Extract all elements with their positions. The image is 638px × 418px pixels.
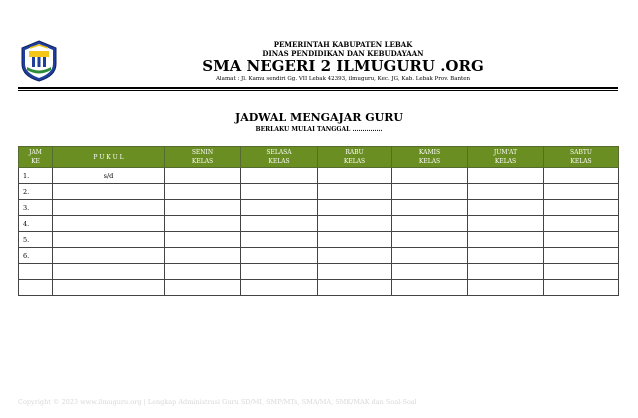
cell-senin — [165, 184, 241, 200]
cell-rabu — [318, 184, 392, 200]
cell-senin — [165, 232, 241, 248]
cell-pukul — [53, 232, 165, 248]
cell-kamis — [392, 232, 468, 248]
table-header-row — [19, 147, 619, 168]
cell-kamis — [392, 264, 468, 280]
document-subtitle: BERLAKU MULAI TANGGAL …………… — [255, 126, 383, 133]
cell-sabtu — [544, 184, 619, 200]
cell-jumat — [468, 264, 544, 280]
cell-selasa — [241, 280, 318, 296]
department-name: DINAS PENDIDIKAN DAN KEBUDAYAAN — [262, 49, 424, 58]
cell-kamis — [392, 184, 468, 200]
cell-jumat — [468, 168, 544, 184]
cell-sabtu — [544, 264, 619, 280]
column-header-sabtu: SABTU KELAS — [544, 147, 619, 168]
cell-kamis — [392, 200, 468, 216]
cell-kamis — [392, 248, 468, 264]
cell-sabtu — [544, 168, 619, 184]
cell-kamis — [392, 216, 468, 232]
letterhead — [18, 40, 618, 88]
cell-jam: 5. — [19, 232, 53, 248]
government-name: PEMERINTAH KABUPATEN LEBAK — [273, 40, 413, 49]
letterhead-rule-thin — [18, 90, 618, 91]
cell-senin — [165, 264, 241, 280]
cell-sabtu — [544, 216, 619, 232]
cell-rabu — [318, 264, 392, 280]
cell-pukul — [53, 216, 165, 232]
cell-jumat — [468, 184, 544, 200]
cell-selasa — [241, 200, 318, 216]
cell-rabu — [318, 168, 392, 184]
cell-jumat — [468, 232, 544, 248]
cell-selasa — [241, 264, 318, 280]
cell-jam — [19, 280, 53, 296]
table-row — [19, 200, 619, 216]
cell-pukul — [53, 264, 165, 280]
cell-sabtu — [544, 200, 619, 216]
column-header-kamis: KAMIS KELAS — [392, 147, 468, 168]
school-name: SMA NEGERI 2 ILMUGURU .ORG — [202, 57, 484, 75]
table-row — [19, 248, 619, 264]
column-header-senin: SENIN KELAS — [165, 147, 241, 168]
cell-rabu — [318, 216, 392, 232]
table-row — [19, 280, 619, 296]
cell-pukul: s/d — [53, 168, 165, 184]
cell-rabu — [318, 248, 392, 264]
cell-sabtu — [544, 248, 619, 264]
cell-senin — [165, 216, 241, 232]
cell-jam: 3. — [19, 200, 53, 216]
column-header-selasa: SELASA KELAS — [241, 147, 318, 168]
table-row — [19, 168, 619, 184]
letterhead-rule-thick — [18, 87, 618, 89]
cell-jumat — [468, 200, 544, 216]
cell-pukul — [53, 248, 165, 264]
cell-sabtu — [544, 280, 619, 296]
cell-selasa — [241, 184, 318, 200]
cell-selasa — [241, 216, 318, 232]
column-header-pukul: P U K U L — [53, 147, 165, 168]
cell-senin — [165, 248, 241, 264]
cell-rabu — [318, 200, 392, 216]
cell-kamis — [392, 168, 468, 184]
cell-pukul — [53, 280, 165, 296]
cell-selasa — [241, 168, 318, 184]
school-address: Alamat : Jl. Kamu sendiri Gg. VII Lebak 42393, ilmuguru, Kec. JG, Kab. Lebak Prov. Banten — [215, 76, 471, 82]
cell-kamis — [392, 280, 468, 296]
cell-jumat — [468, 280, 544, 296]
cell-jam: 6. — [19, 248, 53, 264]
cell-pukul — [53, 200, 165, 216]
cell-senin — [165, 200, 241, 216]
schedule-table — [18, 146, 619, 296]
cell-selasa — [241, 232, 318, 248]
cell-jam — [19, 264, 53, 280]
column-header-jumat: JUM'AT KELAS — [468, 147, 544, 168]
table-row — [19, 264, 619, 280]
table-row — [19, 184, 619, 200]
cell-jumat — [468, 216, 544, 232]
cell-senin — [165, 280, 241, 296]
cell-jam: 2. — [19, 184, 53, 200]
cell-sabtu — [544, 232, 619, 248]
column-header-rabu: RABU KELAS — [318, 147, 392, 168]
cell-jumat — [468, 248, 544, 264]
cell-senin — [165, 168, 241, 184]
cell-jam: 1. — [19, 168, 53, 184]
document-title: JADWAL MENGAJAR GURU — [234, 111, 403, 124]
schedule-body — [19, 168, 619, 296]
cell-selasa — [241, 248, 318, 264]
cell-jam: 4. — [19, 216, 53, 232]
cell-rabu — [318, 280, 392, 296]
column-header-jam: JAM KE — [19, 147, 53, 168]
table-row — [19, 232, 619, 248]
copyright-footer: Copyright © 2023 www.ilmuguru.org | Lengkap Administrasi Guru SD/MI, SMP/MTs, SMA/MA, SMK/MAK dan Soal-Soal — [18, 398, 417, 406]
table-row — [19, 216, 619, 232]
cell-rabu — [318, 232, 392, 248]
cell-pukul — [53, 184, 165, 200]
